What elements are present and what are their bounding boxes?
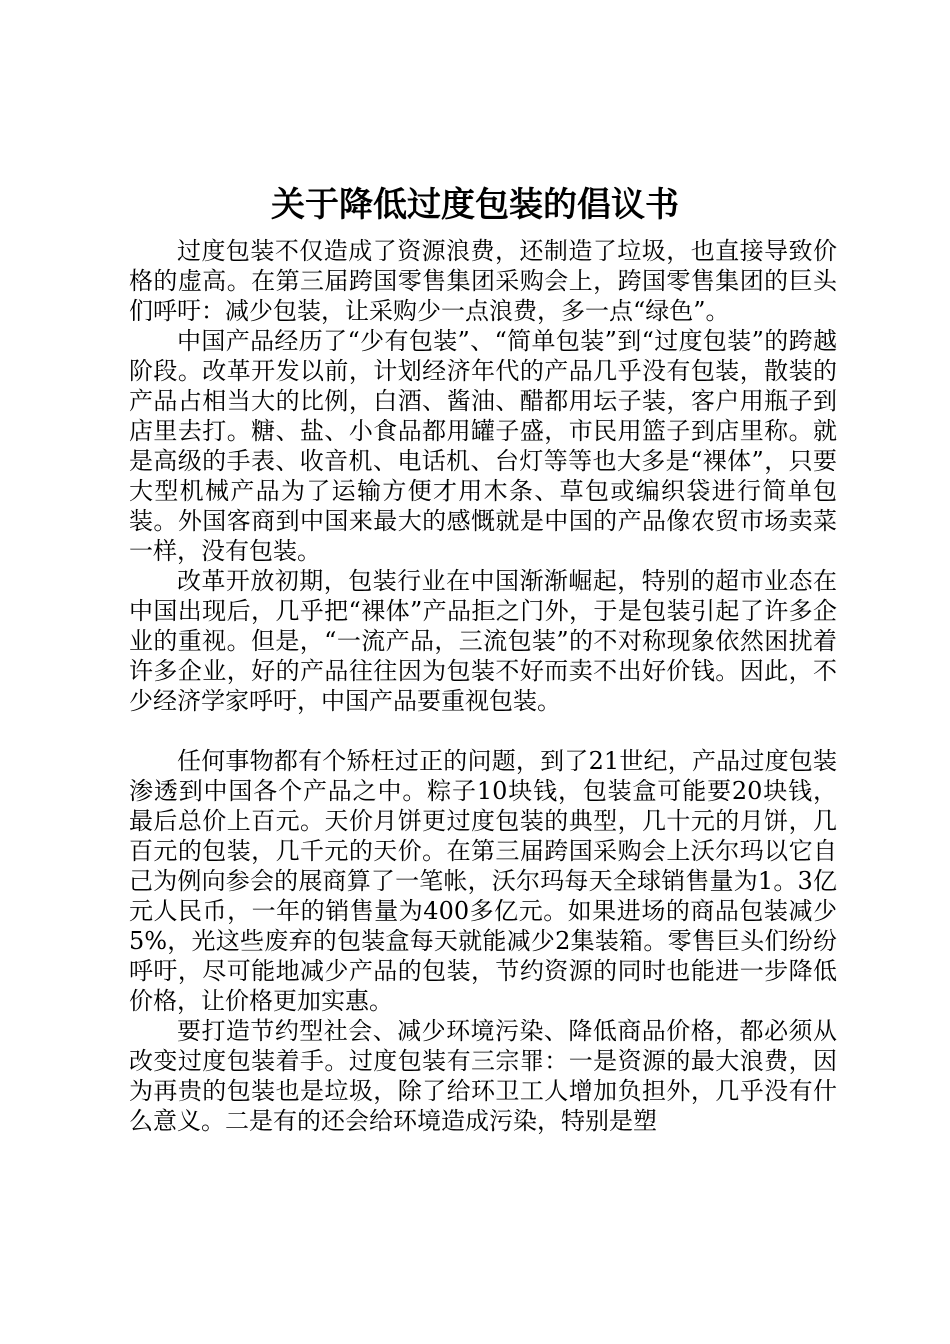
paragraph-4: 任何事物都有个矫枉过正的问题，到了21世纪，产品过度包装渗透到中国各个产品之中。粽子10块钱，包装盒可能要20块钱，最后总价上百元。天价月饼更过度包装的典型，几十元的月饼，几百元的包装，几千元的天价。在第三届跨国采购会上沃尔玛以它自己为例向参会的展商算了一笔帐，沃尔玛每天全球销售量为1。3亿元人民币，一年的销售量为400多亿元。如果进场的商品包装减少5%，光这些废弃的包装盒每天就能减少2集装箱。零售巨头们纷纷呼吁，尽可能地减少产品的包装，节约资源的同时也能进一步降低价格，让价格更加实惠。: [129, 747, 837, 1015]
paragraph-1: 过度包装不仅造成了资源浪费，还制造了垃圾，也直接导致价格的虚高。在第三届跨国零售集团采购会上，跨国零售集团的巨头们呼吁：减少包装，让采购少一点浪费，多一点“绿色”。: [129, 237, 837, 325]
paragraph-5: 要打造节约型社会、减少环境污染、降低商品价格，都必须从改变过度包装着手。过度包装有三宗罪：一是资源的最大浪费，因为再贵的包装也是垃圾，除了给环卫工人增加负担外，几乎没有什么意义。二是有的还会给环境造成污染，特别是塑: [129, 1017, 837, 1135]
paragraph-3: 改革开放初期，包装行业在中国渐渐崛起，特别的超市业态在中国出现后，几乎把“裸体”产品拒之门外，于是包装引起了许多企业的重视。但是，“一流产品，三流包装”的不对称现象依然困扰着许多企业，好的产品往往因为包装不好而卖不出好价钱。因此，不少经济学家呼吁，中国产品要重视包装。: [129, 567, 837, 715]
document-body: [129, 236, 837, 1136]
document-title: 关于降低过度包装的倡议书: [271, 185, 679, 225]
paragraph-2: 中国产品经历了“少有包装”、“简单包装”到“过度包装”的跨越阶段。改革开发以前，计划经济年代的产品几乎没有包装，散装的产品占相当大的比例，白酒、酱油、醋都用坛子装，客户用瓶子到店里去打。糖、盐、小食品都用罐子盛，市民用篮子到店里称。就是高级的手表、收音机、电话机、台灯等等也大多是“裸体”，只要大型机械产品为了运输方便才用木条、草包或编织袋进行简单包装。外国客商到中国来最大的感慨就是中国的产品像农贸市场卖菜一样，没有包装。: [129, 327, 837, 565]
